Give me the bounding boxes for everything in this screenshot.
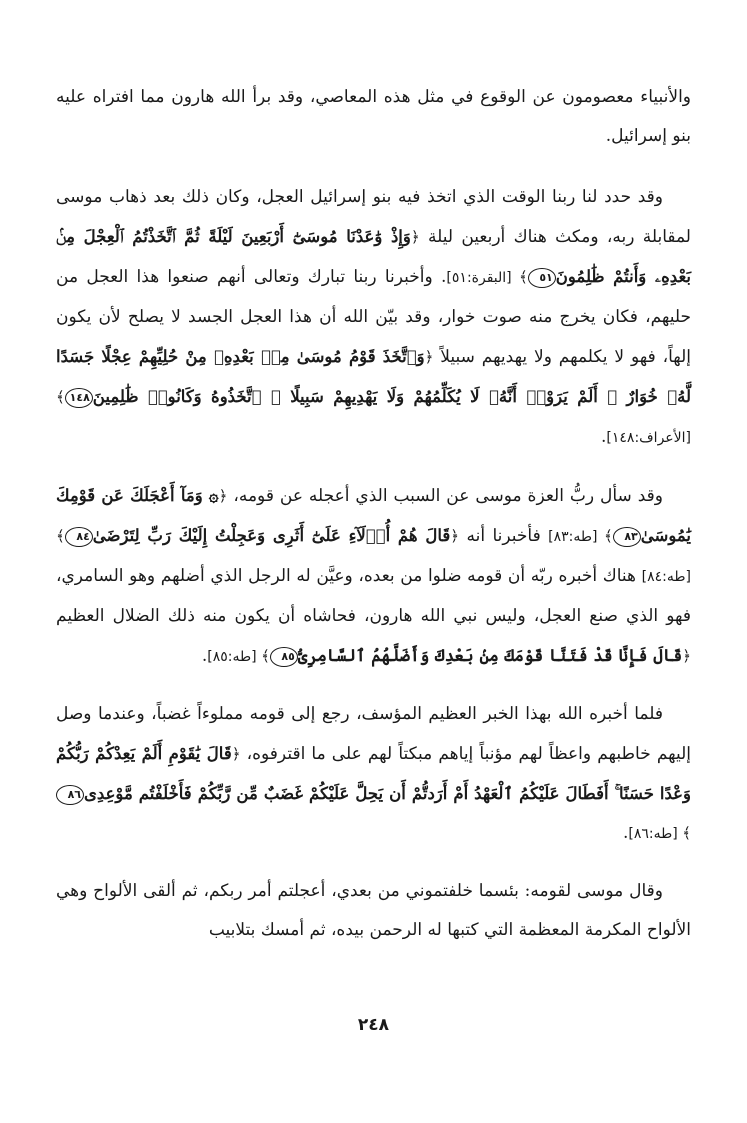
page-number: ٢٤٨ [357,1015,390,1035]
verse-reference: [طه:٨٦] [628,826,683,842]
body-text: فلما أخبره الله بهذا الخبر العظيم المؤسف، رجع إلى قومه مملوءاً غضباً، وعندما وصل إليهم خاطبهم واعظاً لهم مؤنباً إياهم مبكتاً لهم على ما اقترفوه، [56,704,692,764]
paragraph-1 [56,78,691,156]
ayah-number-marker: ٨٤ [65,527,93,547]
body-text: وقال موسى لقومه: بئسما خلفتموني من بعدي، أعجلتم أمر ربكم، ثم ألقى الألواح وهي الألواح المكرمة المعظمة التي كتبها له الرحمن بيده، ثم أمسك بتلابيب [56,881,691,940]
quran-verse: ۞ وَمَآ أَعْجَلَكَ عَن قَوْمِكَ يَٰمُوسَىٰ [56,486,691,545]
verse-bracket: ﴿ [410,228,420,246]
body-text: فأخبرنا أنه [459,526,549,546]
ayah-number-marker: ٥١ [528,268,556,288]
body-text: . [201,646,208,666]
body-text: . [601,427,607,447]
verse-reference: [طه:٨٤] [641,569,691,585]
ayah-number-marker: ٨٣ [613,527,641,547]
verse-bracket: ﴿ [450,527,460,545]
verse-bracket: ﴾ [682,824,691,842]
verse-bracket: ﴾ [261,647,270,665]
verse-bracket: ﴿ [218,487,228,505]
body-text: هناك أخبره ربّه أن قومه ضلوا من بعده، وعيَّن له الرجل الذي أضلهم وهو السامري، فهو الذي صنع العجل، وليس نبي الله هارون، فحاشاه أن يكون منه ذلك الضلال العظيم [56,566,691,626]
ayah-number-marker: ٨٦ [56,785,84,805]
body-text: وقد سأل ربُّ العزة موسى عن السبب الذي أعجله عن قومه، [227,486,663,506]
verse-bracket: ﴾ [603,527,613,545]
verse-reference: [الأعراف:١٤٨] [606,430,691,446]
quran-verse: قَالَ هُمْ أُو۟لَآءِ عَلَىٰٓ أَثَرِى وَعَجِلْتُ إِلَيْكَ رَبِّ لِتَرْضَىٰ [92,526,451,545]
body-text: والأنبياء معصومون عن الوقوع في مثل هذه المعاصي، وقد برأ الله هارون مما افتراه عليه بنو إسرائيل. [56,87,691,146]
verse-bracket: ﴾ [56,527,65,545]
paragraph-4 [56,695,691,854]
ayah-number-marker: ١٤٨ [65,388,93,408]
verse-bracket: ﴿ [424,348,434,366]
body-text: . [623,823,629,843]
paragraph-2 [56,178,691,458]
quran-verse: قَالَ يَٰقَوْمِ أَلَمْ يَعِدْكُمْ رَبُّكُمْ وَعْدًا حَسَنًا ۚ أَفَطَالَ عَلَيْكُمُ ٱلْعَهْدُ أَمْ أَرَدتُّمْ أَن يَحِلَّ عَلَيْكُمْ غَضَبٌ مِّن رَّبِّكُمْ فَأَخْلَفْتُم مَّوْعِدِى [56,744,691,803]
ayah-number-marker: ٨٥ [270,647,298,667]
body-text: وقد حدد لنا ربنا الوقت الذي اتخذ فيه بنو إسرائيل العجل، وكان ذلك بعد ذهاب موسى لمقابلة ربه، ومكث هناك أربعين ليلة [56,187,691,247]
verse-reference: [طه:٨٣] [548,529,604,545]
quran-verse: وَٱتَّخَذَ قَوْمُ مُوسَىٰ مِنۢ بَعْدِهِۦ مِنْ حُلِيِّهِمْ عِجْلًا جَسَدًا لَّهُۥ خُوَارٌ ۚ أَلَمْ يَرَوْا۟ أَنَّهُۥ لَا يُكَلِّمُهُمْ وَلَا يَهْدِيهِمْ سَبِيلًا ۘ ٱتَّخَذُوهُ وَكَانُوا۟ ظَٰلِمِينَ [56,347,691,406]
body-text: . وأخبرنا ربنا تبارك وتعالى أنهم صنعوا هذا العجل من حليهم، فكان يخرج منه صوت خوار، وقد بيّن الله أن هذا العجل الجسد لا يصلح لأن يكون إلهاً، فهو لا يكلمهم ولا يهديهم سبيلاً [56,267,691,367]
verse-bracket: ﴿ [682,647,691,665]
paragraph-3 [56,476,691,677]
paragraph-5 [56,872,691,950]
verse-bracket: ﴾ [56,388,65,406]
verse-bracket: ﴿ [231,745,241,763]
quran-verse: وَإِذْ وَٰعَدْنَا مُوسَىٰٓ أَرْبَعِينَ لَيْلَةً ثُمَّ ٱتَّخَذْتُمُ ٱلْعِجْلَ مِنۢ بَعْدِهِۦ وَأَنتُمْ ظَٰلِمُونَ [56,227,692,286]
page-body [56,78,691,968]
verse-reference: [البقرة:٥١] [446,270,519,286]
verse-bracket: ﴾ [518,268,528,286]
verse-reference: [طه:٨٥] [207,649,262,665]
quran-verse: قَالَ فَإِنَّا قَدْ فَتَنَّا قَوْمَكَ مِنۢ بَعْدِكَ وَأَضَلَّهُمُ ٱلسَّامِرِىُّ [297,646,683,665]
